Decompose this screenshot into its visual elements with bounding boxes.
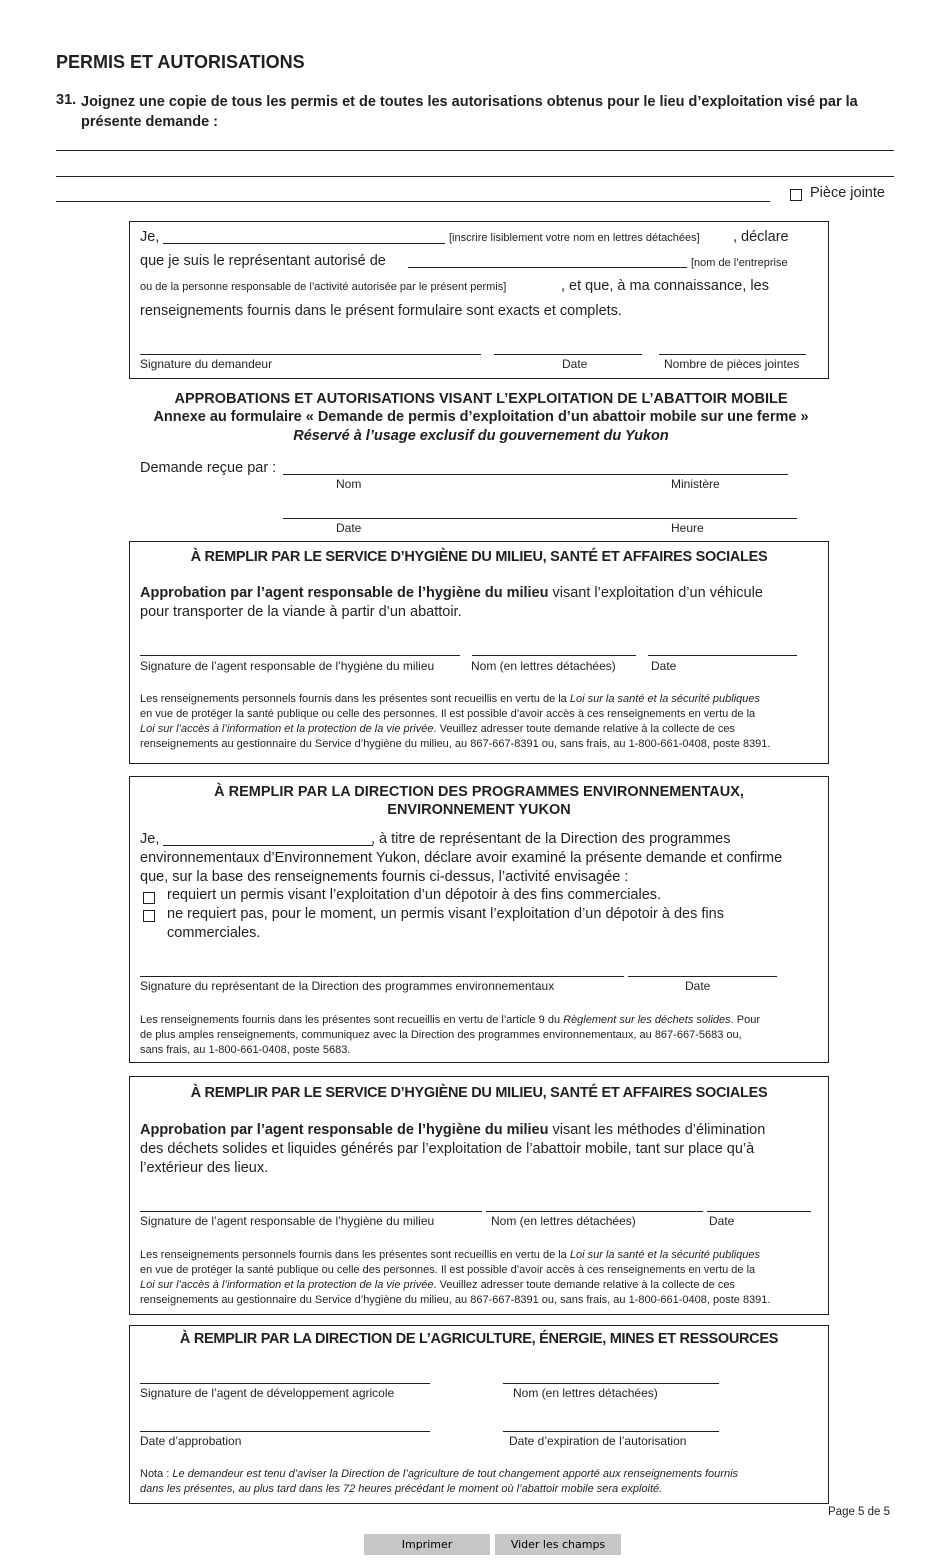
health-waste-approval-2: des déchets solides et liquides générés par l’exploitation de l’abattoir mobile, tant sur place qu’à: [140, 1141, 755, 1157]
notice-text: Les renseignements fournis dans les présentes sont recueillis en vertu de l’article 9 du: [140, 1014, 564, 1026]
agriculture-heading: À REMPLIR PAR LA DIRECTION DE L’AGRICULTURE, ÉNERGIE, MINES ET RESSOURCES: [179, 1331, 779, 1347]
waste-officer-signature-label: Signature de l’agent responsable de l’hygiène du milieu: [140, 1214, 435, 1228]
nom-label: Nom: [336, 477, 362, 491]
note-label: Nota :: [140, 1468, 173, 1480]
agri-officer-signature-field[interactable]: [140, 1383, 430, 1384]
pieces-count-label: Nombre de pièces jointes: [664, 357, 800, 371]
notice-text: renseignements au gestionnaire du Service d’hygiène du milieu, au 867-667-8391 ou, sans frais, au 1-800-661-0408, poste 8391.: [140, 738, 771, 750]
health-waste-privacy-notice: [140, 1248, 820, 1308]
environment-notice: [140, 1013, 820, 1058]
expiry-date-label: Date d’expiration de l’autorisation: [509, 1434, 687, 1448]
declare-text: , déclare: [733, 229, 789, 245]
print-button[interactable]: Imprimer: [364, 1534, 490, 1555]
received-date-label: Date: [336, 521, 362, 535]
received-date-field[interactable]: [283, 518, 797, 519]
approval-date-field[interactable]: [140, 1431, 430, 1432]
notice-text: en vue de protéger la santé publique ou celle des personnes. Il est possible d’avoir accès à ces renseignements en vertu de la: [140, 708, 756, 720]
no-permit-label-2: commerciales.: [167, 925, 261, 941]
entity-hint-2: ou de la personne responsable de l’activité autorisée par le présent permis]: [140, 281, 507, 293]
waste-officer-signature-field[interactable]: [140, 1211, 482, 1212]
question-text: Joignez une copie de tous les permis et de toutes les autorisations obtenus pour le lieu d’exploitation visé par la présente demande :: [81, 94, 858, 130]
approval-bold: Approbation par l’agent responsable de l’hygiène du milieu: [140, 585, 549, 601]
applicant-date-label: Date: [562, 357, 588, 371]
attachment-checkbox[interactable]: [790, 189, 802, 201]
health-officer-signature-field[interactable]: [140, 655, 460, 656]
declaration-box: [129, 221, 829, 379]
note-text: Le demandeur est tenu d’aviser la Direction de l’agriculture de tout changement apporté aux renseignements fournis: [172, 1468, 739, 1480]
name-hint: [inscrire lisiblement votre nom en lettres détachées]: [449, 232, 700, 244]
no-permit-checkbox[interactable]: [143, 910, 155, 922]
health-vehicle-heading: À REMPLIR PAR LE SERVICE D’HYGIÈNE DU MILIEU, SANTÉ ET AFFAIRES SOCIALES: [190, 549, 768, 565]
page-number: Page 5 de 5: [828, 1506, 891, 1518]
pieces-count-field[interactable]: [659, 354, 806, 355]
waste-officer-name-field[interactable]: [486, 1211, 703, 1212]
environment-heading-1: À REMPLIR PAR LA DIRECTION DES PROGRAMMES ENVIRONNEMENTAUX,: [214, 784, 744, 800]
attachment-label: Pièce jointe: [810, 185, 885, 201]
agriculture-note: [140, 1467, 820, 1497]
waste-officer-name-label: Nom (en lettres détachées): [491, 1214, 636, 1228]
health-officer-signature-label: Signature de l’agent responsable de l’hygiène du milieu: [140, 659, 435, 673]
environment-line-3: que, sur la base des renseignements fournis ci-dessus, l’activité envisagée :: [140, 869, 629, 885]
question-number: 31.: [56, 92, 77, 108]
environment-heading-2: ENVIRONNEMENT YUKON: [387, 802, 571, 818]
notice-text: en vue de protéger la santé publique ou celle des personnes. Il est possible d’avoir accès à ces renseignements en vertu de la: [140, 1264, 756, 1276]
environment-rep-signature-field[interactable]: [140, 976, 624, 977]
environment-date-field[interactable]: [628, 976, 777, 977]
waste-officer-date-field[interactable]: [707, 1211, 811, 1212]
entity-name-field[interactable]: [408, 267, 687, 268]
note-text: dans les présentes, au plus tard dans les 72 heures précédant le moment où l’abattoir mobile sera exploité.: [140, 1483, 663, 1495]
approval-bold: Approbation par l’agent responsable de l’hygiène du milieu: [140, 1122, 549, 1138]
received-by-label: Demande reçue par :: [140, 460, 277, 476]
applicant-signature-label: Signature du demandeur: [140, 357, 273, 371]
permit-line-3[interactable]: [56, 201, 770, 202]
agri-officer-signature-label: Signature de l’agent de développement agricole: [140, 1386, 395, 1400]
act-name: Loi sur l’accès à l’information et la protection de la vie privée: [140, 1279, 434, 1291]
environment-date-label: Date: [685, 979, 711, 993]
notice-text: . Veuillez adresser toute demande relative à la collecte de ces: [433, 723, 735, 735]
ministere-label: Ministère: [671, 477, 720, 491]
expiry-date-field[interactable]: [503, 1431, 719, 1432]
entity-hint-1: [nom de l’entreprise: [691, 257, 788, 269]
received-time-label: Heure: [671, 521, 704, 535]
notice-text: Les renseignements personnels fournis dans les présentes sont recueillis en vertu de la: [140, 1249, 570, 1261]
applicant-signature-field[interactable]: [140, 354, 481, 355]
health-privacy-notice: [140, 692, 820, 752]
notice-text: . Pour: [730, 1014, 761, 1026]
section-title: PERMIS ET AUTORISATIONS: [56, 52, 305, 72]
permit-line-2[interactable]: [56, 176, 894, 177]
accuracy-text: renseignements fournis dans le présent formulaire sont exacts et complets.: [140, 303, 622, 319]
applicant-date-field[interactable]: [494, 354, 642, 355]
health-officer-date-field[interactable]: [648, 655, 797, 656]
health-officer-date-label: Date: [651, 659, 677, 673]
health-vehicle-approval: [140, 585, 763, 601]
notice-text: renseignements au gestionnaire du Service d’hygiène du milieu, au 867-667-8391 ou, sans frais, au 1-800-661-0408, poste 8391.: [140, 1294, 771, 1306]
environment-rep-name-field[interactable]: [163, 845, 373, 846]
approval-rest: visant l’exploitation d’un véhicule: [548, 585, 763, 601]
approval-rest: visant les méthodes d’élimination: [548, 1122, 766, 1138]
environment-signature-label: Signature du représentant de la Direction des programmes environnementaux: [140, 979, 555, 993]
waste-officer-date-label: Date: [709, 1214, 735, 1228]
representative-text: que je suis le représentant autorisé de: [140, 253, 386, 269]
knowledge-text: , et que, à ma connaissance, les: [561, 278, 769, 294]
requires-permit-label: requiert un permis visant l’exploitation d’un dépotoir à des fins commerciales.: [167, 887, 662, 903]
annex-reserved: Réservé à l’usage exclusif du gouvernement du Yukon: [293, 428, 669, 444]
annex-subtitle: Annexe au formulaire « Demande de permis d’exploitation d’un abattoir mobile sur une ferme »: [153, 409, 809, 425]
approval-date-label: Date d’approbation: [140, 1434, 242, 1448]
agri-officer-name-field[interactable]: [503, 1383, 719, 1384]
health-waste-approval: [140, 1122, 765, 1138]
environment-je: Je,: [140, 831, 160, 847]
environment-line-1: , à titre de représentant de la Direction des programmes: [371, 831, 731, 847]
received-by-field[interactable]: [283, 474, 788, 475]
requires-permit-checkbox[interactable]: [143, 892, 155, 904]
act-name: Loi sur la santé et la sécurité publiques: [569, 1249, 761, 1261]
notice-text: de plus amples renseignements, communiquez avec la Direction des programmes environnementaux, au 867-667-5683 ou,: [140, 1029, 742, 1041]
health-officer-name-label: Nom (en lettres détachées): [471, 659, 616, 673]
notice-text: . Veuillez adresser toute demande relative à la collecte de ces: [433, 1279, 735, 1291]
annex-title: APPROBATIONS ET AUTORISATIONS VISANT L’EXPLOITATION DE L’ABATTOIR MOBILE: [174, 391, 788, 407]
act-name: Loi sur l’accès à l’information et la protection de la vie privée: [140, 723, 434, 735]
health-waste-heading: À REMPLIR PAR LE SERVICE D’HYGIÈNE DU MILIEU, SANTÉ ET AFFAIRES SOCIALES: [190, 1085, 768, 1101]
applicant-name-field[interactable]: [163, 243, 445, 244]
health-officer-name-field[interactable]: [472, 655, 636, 656]
regulation-name: Règlement sur les déchets solides: [563, 1014, 731, 1026]
clear-fields-button[interactable]: Vider les champs: [495, 1534, 621, 1555]
health-vehicle-approval-2: pour transporter de la viande à partir d’un abattoir.: [140, 604, 462, 620]
no-permit-label: ne requiert pas, pour le moment, un permis visant l’exploitation d’un dépotoir à des fins: [167, 906, 724, 922]
declaration-je: Je,: [140, 229, 160, 245]
notice-text: sans frais, au 1-800-661-0408, poste 5683.: [140, 1044, 351, 1056]
agri-officer-name-label: Nom (en lettres détachées): [513, 1386, 658, 1400]
permit-line-1[interactable]: [56, 150, 894, 151]
health-waste-approval-3: l’extérieur des lieux.: [140, 1160, 269, 1176]
environment-line-2: environnementaux d’Environnement Yukon, déclare avoir examiné la présente demande et confirme: [140, 850, 783, 866]
act-name: Loi sur la santé et la sécurité publiques: [569, 693, 761, 705]
notice-text: Les renseignements personnels fournis dans les présentes sont recueillis en vertu de la: [140, 693, 570, 705]
